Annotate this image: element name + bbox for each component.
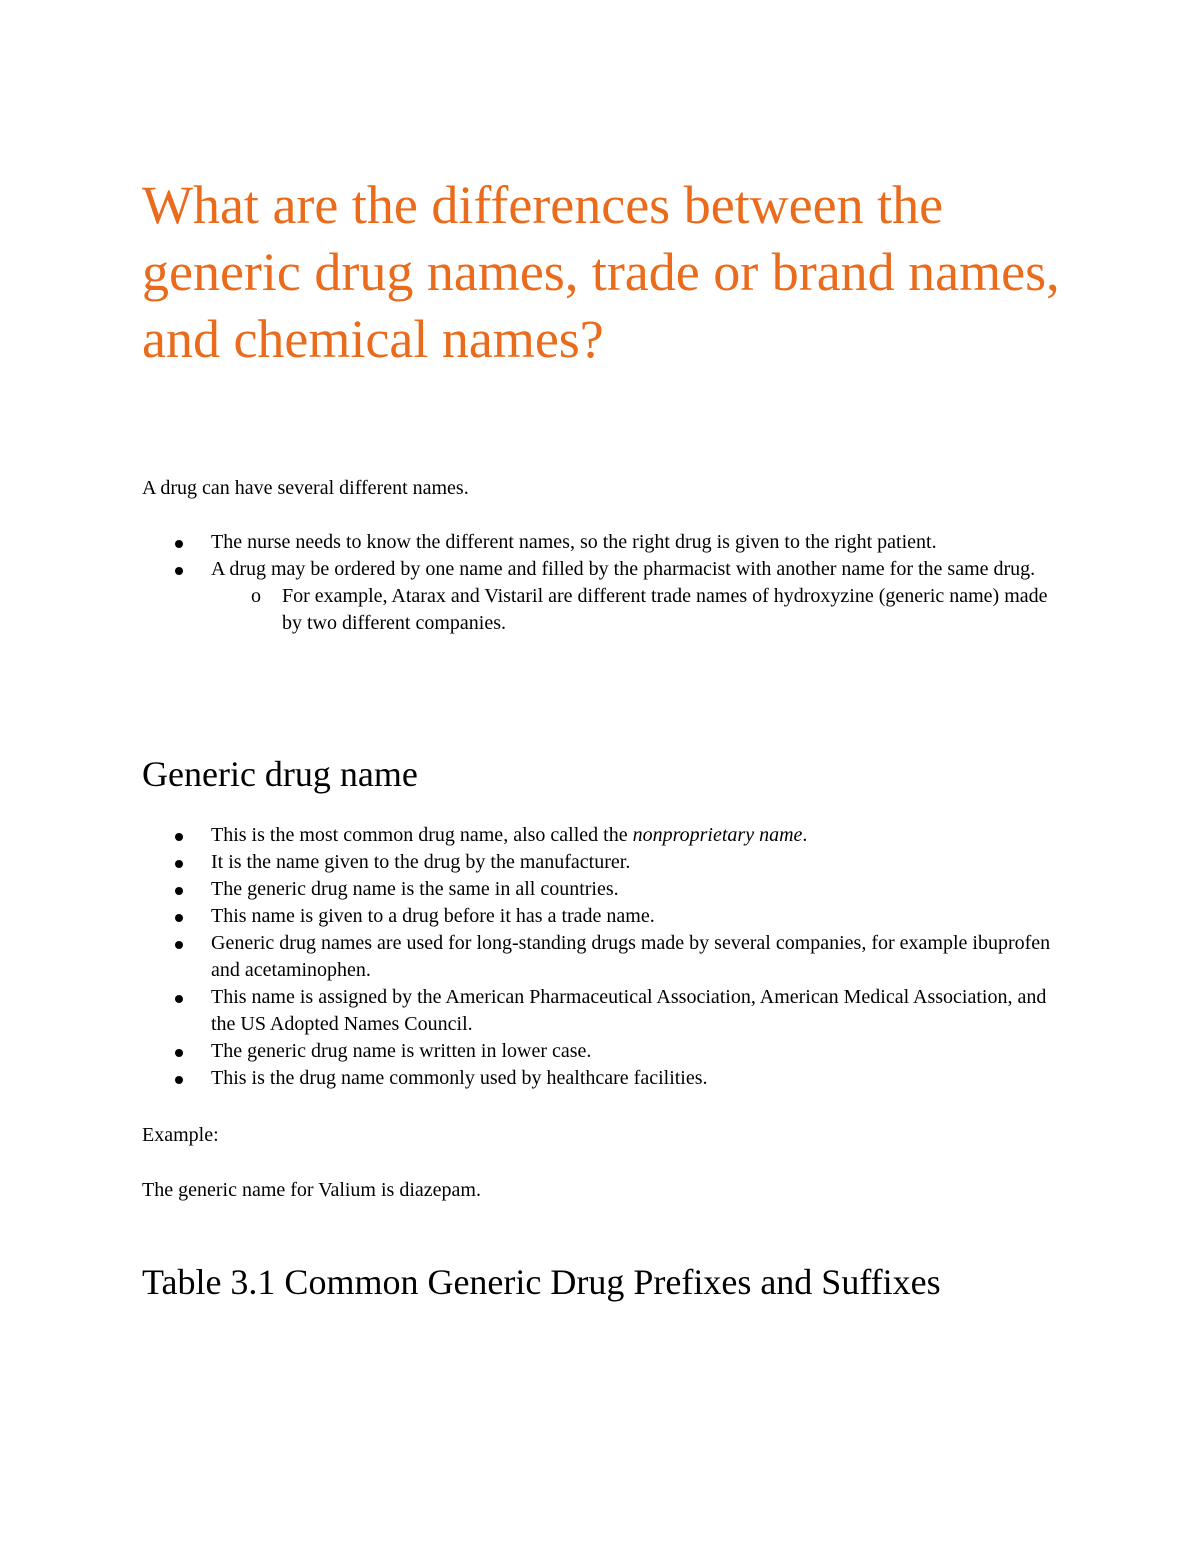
bullet-icon [175, 995, 183, 1003]
sub-list-item-text: For example, Atarax and Vistaril are different trade names of hydroxyzine (generic name) made by two different companies. [282, 585, 1048, 634]
list-item-text: This is the most common drug name, also called the [211, 824, 633, 846]
list-item-text-end: . [802, 824, 808, 846]
list-item-text: A drug may be ordered by one name and filled by the pharmacist with another name for the same drug. [211, 558, 1036, 580]
generic-bullet-list [142, 822, 1062, 1092]
section-heading-generic: Generic drug name [142, 754, 418, 794]
bullet-icon [175, 860, 183, 868]
page-title: What are the differences between the generic drug names, trade or brand names, and chemical names? [142, 175, 1060, 369]
bullet-icon [175, 540, 183, 548]
bullet-icon [175, 833, 183, 841]
list-item [142, 529, 1062, 556]
list-item-text: Generic drug names are used for long-standing drugs made by several companies, for example ibuprofen and acetaminophen. [211, 932, 1051, 981]
bullet-icon [175, 887, 183, 895]
bullet-icon [175, 1076, 183, 1084]
bullet-icon [175, 914, 183, 922]
list-item-text: It is the name given to the drug by the manufacturer. [211, 851, 631, 873]
list-item [142, 822, 1062, 849]
list-item [142, 984, 1062, 1038]
sub-bullet-list [211, 583, 1062, 637]
intro-paragraph: A drug can have several different names. [142, 477, 469, 499]
bullet-icon [175, 1049, 183, 1057]
list-item [142, 849, 1062, 876]
list-item [142, 1038, 1062, 1065]
emphasis-text: nonproprietary name [632, 824, 803, 846]
list-item-text: This is the drug name commonly used by healthcare facilities. [211, 1067, 708, 1089]
list-item [142, 1065, 1062, 1092]
circle-bullet-icon: o [251, 585, 261, 607]
list-item-text: The generic drug name is the same in all countries. [211, 878, 619, 900]
list-item-text: The nurse needs to know the different names, so the right drug is given to the right patient. [211, 531, 937, 553]
list-item-text: This name is assigned by the American Pharmaceutical Association, American Medical Association, and the US Adopted Names Council. [211, 986, 1047, 1035]
list-item [142, 903, 1062, 930]
sub-list-item [211, 583, 1062, 637]
list-item-text: The generic drug name is written in lower case. [211, 1040, 592, 1062]
table-heading: Table 3.1 Common Generic Drug Prefixes and Suffixes [142, 1262, 941, 1302]
example-text: The generic name for Valium is diazepam. [142, 1179, 481, 1201]
intro-bullet-list [142, 529, 1062, 637]
list-item [142, 556, 1062, 637]
list-item-text: This name is given to a drug before it has a trade name. [211, 905, 655, 927]
bullet-icon [175, 941, 183, 949]
list-item [142, 930, 1062, 984]
example-label: Example: [142, 1124, 219, 1146]
list-item [142, 876, 1062, 903]
bullet-icon [175, 567, 183, 575]
